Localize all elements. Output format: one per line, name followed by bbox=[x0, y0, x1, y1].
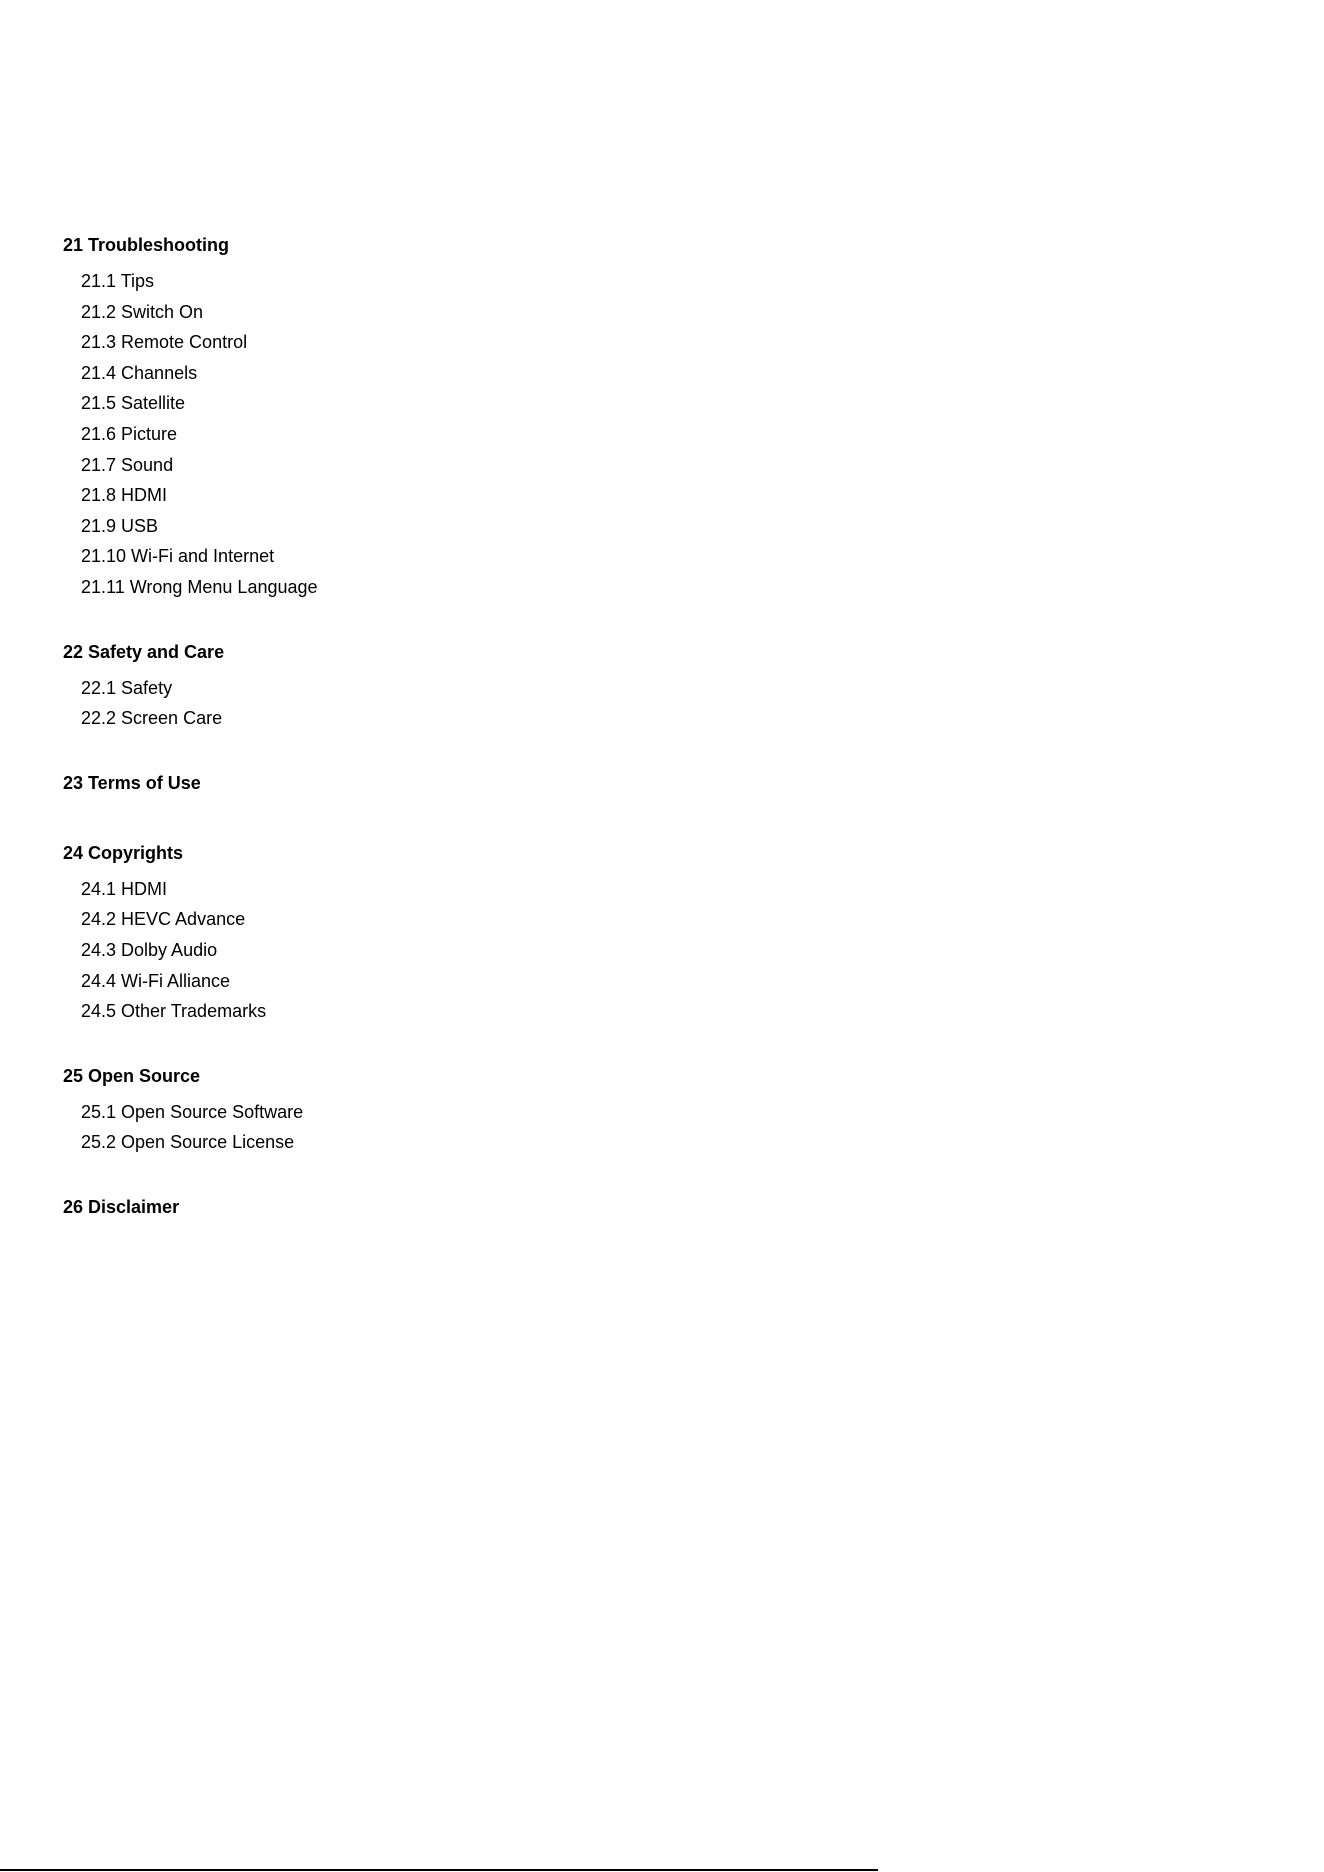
toc-section-title[interactable]: 26 Disclaimer bbox=[63, 1196, 180, 1217]
toc-section bbox=[63, 1192, 763, 1222]
toc-subsection-list bbox=[63, 673, 763, 734]
toc-subsection-item[interactable]: 21.4 Channels bbox=[81, 362, 198, 383]
toc-subsection-item[interactable]: 24.5 Other Trademarks bbox=[81, 1001, 267, 1022]
toc-subsection-item[interactable]: 25.1 Open Source Software bbox=[81, 1101, 304, 1122]
toc-section-title[interactable]: 21 Troubleshooting bbox=[63, 235, 230, 255]
toc-subsection-item[interactable]: 24.4 Wi-Fi Alliance bbox=[81, 970, 231, 991]
toc-section-title[interactable]: 25 Open Source bbox=[63, 1065, 201, 1086]
toc-subsection-item[interactable]: 21.5 Satellite bbox=[81, 393, 186, 414]
toc-subsection-item[interactable]: 21.3 Remote Control bbox=[81, 332, 248, 353]
toc-subsection-item[interactable]: 21.9 USB bbox=[81, 515, 159, 536]
footer-rule bbox=[0, 1869, 878, 1871]
toc-section bbox=[63, 230, 763, 603]
toc-subsection-item[interactable]: 21.11 Wrong Menu Language bbox=[81, 576, 318, 597]
toc-subsection-item[interactable]: 21.10 Wi-Fi and Internet bbox=[81, 546, 275, 567]
toc-section-title[interactable]: 23 Terms of Use bbox=[63, 772, 201, 793]
toc-subsection-item[interactable]: 24.2 HEVC Advance bbox=[81, 909, 246, 930]
toc-subsection-item[interactable]: 21.8 HDMI bbox=[81, 485, 168, 506]
toc-subsection-item[interactable]: 21.2 Switch On bbox=[81, 301, 204, 322]
toc-section bbox=[63, 838, 763, 1027]
toc-section-title[interactable]: 24 Copyrights bbox=[63, 842, 184, 863]
toc-subsection-list bbox=[63, 874, 763, 1027]
toc-subsection-item[interactable]: 21.1 Tips bbox=[81, 271, 155, 291]
toc-subsection-item[interactable]: 22.2 Screen Care bbox=[81, 708, 223, 729]
toc-section bbox=[63, 1061, 763, 1158]
toc-subsection-item[interactable]: 21.6 Picture bbox=[81, 423, 178, 444]
toc-subsection-item[interactable]: 25.2 Open Source License bbox=[81, 1132, 295, 1153]
toc-subsection-list bbox=[63, 1097, 763, 1158]
toc-subsection-list bbox=[63, 266, 763, 603]
toc-section bbox=[63, 637, 763, 734]
toc-subsection-item[interactable]: 24.1 HDMI bbox=[81, 878, 168, 899]
toc-subsection-item[interactable]: 24.3 Dolby Audio bbox=[81, 939, 218, 960]
toc-subsection-item[interactable]: 21.7 Sound bbox=[81, 454, 174, 475]
toc-subsection-item[interactable]: 22.1 Safety bbox=[81, 677, 173, 698]
toc-section bbox=[63, 768, 763, 798]
toc-section-title[interactable]: 22 Safety and Care bbox=[63, 641, 225, 662]
table-of-contents bbox=[63, 230, 763, 1222]
